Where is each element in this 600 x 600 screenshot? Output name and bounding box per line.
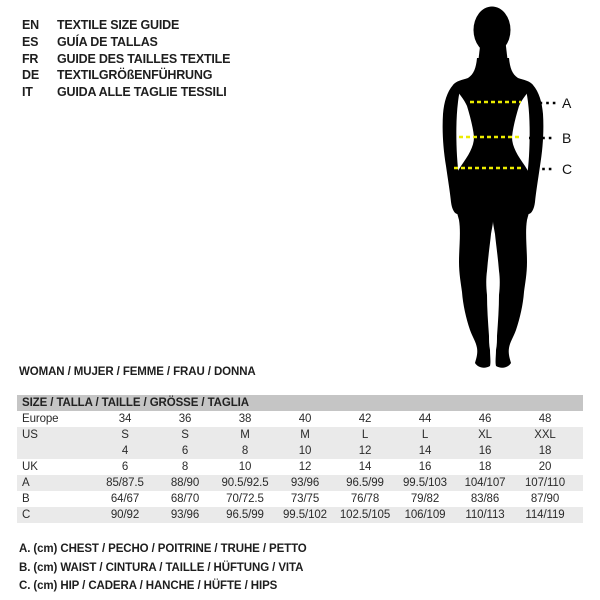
size-cell: L: [421, 429, 429, 441]
language-name: TEXTILE SIZE GUIDE: [57, 18, 180, 32]
table-row: [17, 507, 583, 523]
size-table-title: WOMAN / MUJER / FEMME / FRAU / DONNA: [19, 366, 256, 378]
size-cell: S: [181, 429, 189, 441]
size-cell: 93/96: [290, 477, 320, 489]
size-cell: 107/110: [524, 477, 566, 489]
size-cell: 10: [298, 445, 312, 457]
row-label: C: [22, 509, 31, 521]
size-cell: 79/82: [410, 493, 440, 505]
size-cell: L: [361, 429, 369, 441]
size-cell: 18: [478, 461, 492, 473]
size-cell: 106/109: [404, 509, 446, 521]
size-cell: 85/87.5: [106, 477, 144, 489]
size-cell: 96.5/99: [226, 509, 264, 521]
size-table: [17, 395, 583, 523]
language-row: [22, 17, 230, 34]
size-cell: 70/72.5: [226, 493, 264, 505]
language-row: [22, 67, 230, 84]
size-cell: 16: [478, 445, 492, 457]
language-code: FR: [22, 51, 39, 66]
language-code: EN: [22, 18, 39, 32]
size-cell: 48: [538, 413, 552, 425]
waist-label: B: [562, 130, 572, 146]
size-cell: 4: [121, 445, 129, 457]
figure-silhouette: [420, 0, 600, 380]
size-cell: 38: [238, 413, 252, 425]
size-cell: 8: [241, 445, 249, 457]
size-cell: 12: [298, 461, 312, 473]
table-row: [17, 411, 583, 427]
table-row: [17, 491, 583, 507]
language-code: IT: [22, 85, 33, 100]
size-cell: 99.5/102: [283, 509, 327, 521]
size-cell: 102.5/105: [339, 509, 391, 521]
measurement-legend: [19, 540, 307, 596]
size-cell: M: [300, 429, 310, 441]
language-name: GUIDA ALLE TAGLIE TESSILI: [57, 85, 227, 100]
size-cell: 36: [178, 413, 192, 425]
torso-legs-shape: [453, 58, 533, 368]
size-cell: 42: [358, 413, 372, 425]
size-cell: 16: [418, 461, 432, 473]
size-cell: 99.5/103: [403, 477, 447, 489]
size-cell: 6: [121, 461, 129, 473]
left-arm-shape: [443, 84, 463, 215]
table-row: [17, 427, 583, 443]
woman-silhouette: [443, 7, 544, 368]
legend-line: C. (cm) HIP / CADERA / HANCHE / HÜFTE / HIPS: [19, 580, 278, 593]
table-row: [17, 443, 583, 459]
size-cell: 110/113: [465, 509, 505, 521]
size-cell: 34: [118, 413, 132, 425]
row-label: A: [22, 477, 30, 489]
size-cell: 8: [181, 461, 189, 473]
size-cell: 114/119: [525, 509, 565, 521]
language-row: [22, 34, 230, 51]
size-cell: 76/78: [350, 493, 380, 505]
language-list: [22, 17, 230, 101]
chest-label: A: [562, 95, 572, 111]
size-cell: 44: [418, 413, 432, 425]
size-cell: 93/96: [170, 509, 200, 521]
size-cell: 14: [358, 461, 372, 473]
size-cell: S: [121, 429, 129, 441]
legend-line: A. (cm) CHEST / PECHO / POITRINE / TRUHE / PETTO: [19, 543, 307, 555]
size-cell: M: [240, 429, 250, 441]
silhouette-svg: [420, 0, 600, 380]
size-cell: 6: [181, 445, 189, 457]
language-code: DE: [22, 68, 39, 83]
row-label: Europe: [22, 413, 59, 425]
size-cell: 68/70: [170, 493, 200, 505]
size-cell: 90.5/92.5: [221, 477, 269, 489]
size-table-body: [17, 411, 583, 523]
table-row: [17, 475, 583, 491]
table-row: [17, 459, 583, 475]
size-cell: 14: [418, 445, 432, 457]
size-cell: 83/86: [470, 493, 500, 505]
size-cell: 88/90: [170, 477, 200, 489]
language-name: TEXTILGRÖßENFÜHRUNG: [57, 68, 213, 83]
row-label: US: [22, 429, 38, 441]
hip-label: C: [562, 161, 573, 177]
size-cell: XL: [478, 429, 492, 441]
size-cell: 18: [538, 445, 552, 457]
language-name: GUÍA DE TALLAS: [57, 34, 158, 49]
language-row: [22, 84, 230, 101]
size-cell: 40: [298, 413, 312, 425]
size-cell: 20: [538, 461, 552, 473]
size-cell: 10: [238, 461, 252, 473]
size-cell: 104/107: [464, 477, 506, 489]
size-cell: 96.5/99: [346, 477, 384, 489]
size-cell: 73/75: [290, 493, 320, 505]
row-label: UK: [22, 461, 38, 473]
size-cell: 64/67: [110, 493, 140, 505]
language-name: GUIDE DES TAILLES TEXTILE: [57, 51, 231, 66]
size-cell: XXL: [534, 429, 556, 441]
language-row: [22, 51, 230, 68]
size-table-header: SIZE / TALLA / TAILLE / GRÖSSE / TAGLIA: [17, 395, 583, 411]
size-cell: 90/92: [110, 509, 140, 521]
size-cell: 46: [478, 413, 492, 425]
size-cell: 87/90: [530, 493, 560, 505]
size-cell: 12: [358, 445, 372, 457]
row-label: B: [22, 493, 30, 505]
legend-line: B. (cm) WAIST / CINTURA / TAILLE / HÜFTUNG / VITA: [19, 561, 304, 574]
language-code: ES: [22, 34, 39, 49]
